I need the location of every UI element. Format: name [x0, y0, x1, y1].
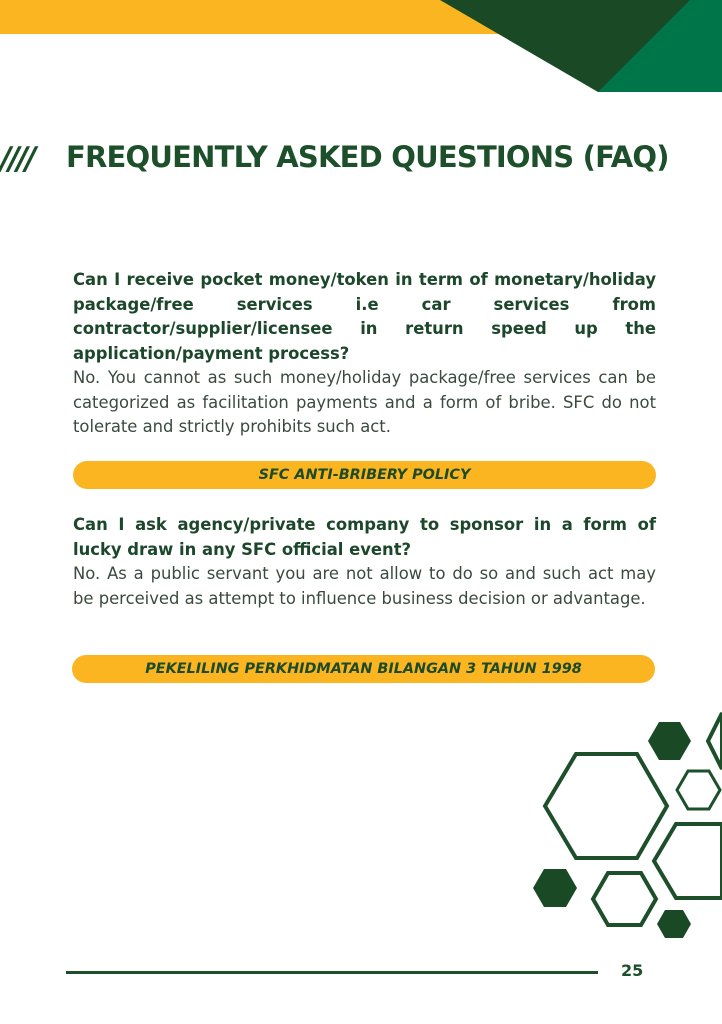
reference-pill-1: SFC ANTI-BRIBERY POLICY [73, 461, 656, 489]
hexagon-filled-left [533, 869, 577, 907]
faq-question-1: Can I receive pocket money/token in term of monetary/holiday package/free services i.e car services from contractor/supplier/licensee in return speed up the application/payment process? [73, 270, 656, 363]
hexagon-filled-bottom [657, 910, 691, 938]
hexagon-outline-small [677, 771, 720, 809]
page-number: 25 [621, 961, 644, 980]
top-decorative-band [0, 0, 722, 92]
faq-item-2 [73, 513, 656, 611]
hexagon-outline-right-mid [654, 824, 722, 898]
faq-answer-2: No. As a public servant you are not allow to do so and such act may be perceived as attempt to influence business decision or advantage. [73, 564, 656, 608]
footer-rule [66, 971, 598, 974]
faq-item-1 [73, 268, 656, 440]
hexagon-outline-large [545, 754, 667, 858]
title-slashes: //// [0, 141, 34, 177]
faq-question-2: Can I ask agency/private company to sponsor in a form of lucky draw in any SFC official event? [73, 515, 656, 559]
hexagon-outline-bottom [593, 873, 656, 925]
hexagon-decoration [530, 700, 722, 950]
hexagon-outline-right-top [708, 713, 722, 769]
page-title: FREQUENTLY ASKED QUESTIONS (FAQ) [66, 140, 669, 174]
faq-answer-1: No. You cannot as such money/holiday package/free services can be categorized as facilitation payments and a form of bribe. SFC do not tolerate and strictly prohibits such act. [73, 368, 656, 436]
hexagon-filled-top [648, 722, 691, 760]
reference-pill-2: PEKELILING PERKHIDMATAN BILANGAN 3 TAHUN 1998 [72, 655, 655, 683]
